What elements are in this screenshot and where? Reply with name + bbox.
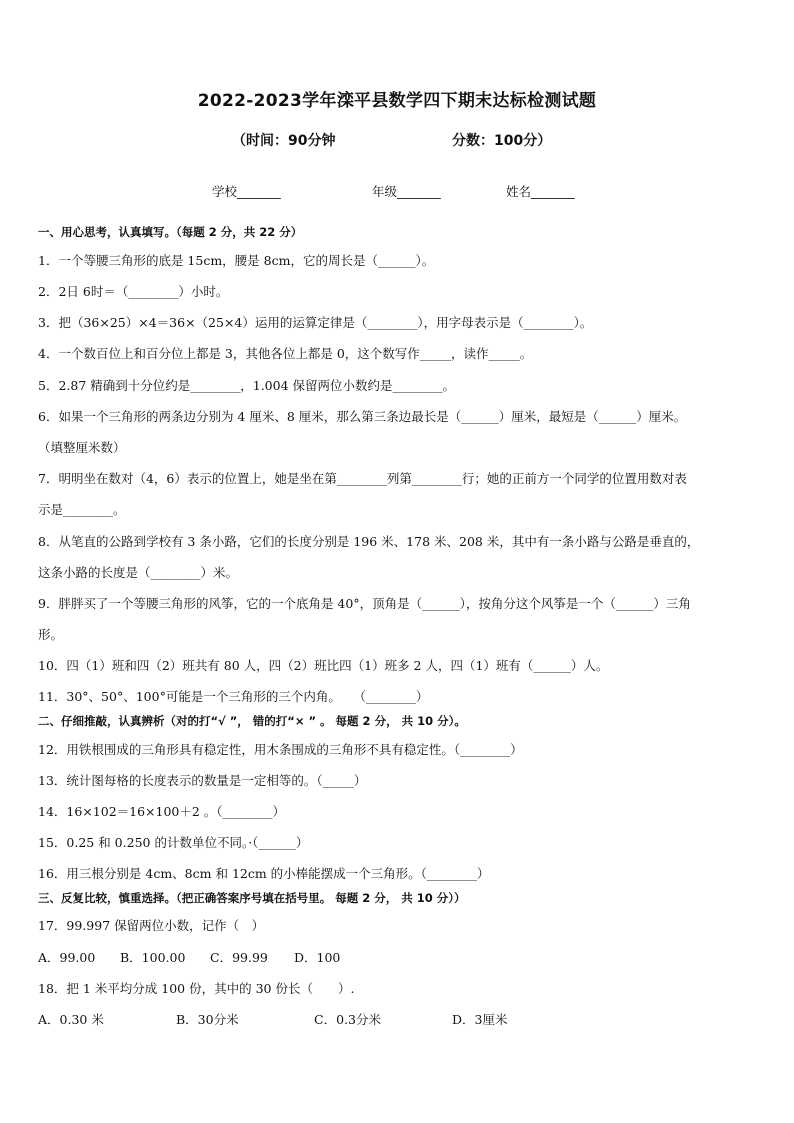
question-14: 14．16×102＝16×100＋2 。（________） — [38, 804, 286, 819]
q17-option-a: A．99.00 — [38, 950, 96, 965]
question-16: 16．用三根分别是 4cm、8cm 和 12cm 的小棒能摆成一个三角形。（________） — [38, 866, 490, 881]
question-17: 17．99.997 保留两位小数，记作（ ） — [38, 918, 265, 933]
question-5: 5．2.87 精确到十分位约是________，1.004 保留两位小数约是________。 — [38, 378, 456, 393]
exam-time: （时间：90分钟 — [232, 133, 336, 149]
section-2-heading: 二、仔细推敲，认真辨析（对的打“√ ”， 错的打“× ” 。 每题 2 分， 共 10 分）。 — [38, 714, 466, 728]
question-8-cont: 这条小路的长度是（________）米。 — [38, 565, 239, 580]
question-10: 10．四（1）班和四（2）班共有 80 人，四（2）班比四（1）班多 2 人，四（1）班有（______）人。 — [38, 658, 609, 673]
question-4: 4．一个数百位上和百分位上都是 3，其他各位上都是 0，这个数写作_____，读作_____。 — [38, 346, 533, 361]
q18-option-c: C．0.3分米 — [314, 1012, 381, 1027]
q17-option-d: D．100 — [294, 950, 341, 965]
question-9: 9．胖胖买了一个等腰三角形的风筝，它的一个底角是 40°，顶角是（______），按角分这个风筝是一个（______）三角 — [38, 596, 691, 611]
question-3: 3．把（36×25）×4＝36×（25×4）运用的运算定律是（________），用字母表示是（________）。 — [38, 315, 593, 330]
question-9-cont: 形。 — [38, 627, 64, 642]
school-field: 学校_______ — [212, 184, 281, 199]
question-8: 8．从笔直的公路到学校有 3 条小路，它们的长度分别是 196 米、178 米、208 米，其中有一条小路与公路是垂直的， — [38, 534, 700, 549]
grade-field: 年级_______ — [372, 184, 441, 199]
question-2: 2．2日 6时＝（________）小时。 — [38, 284, 229, 299]
q18-option-d: D．3厘米 — [452, 1012, 508, 1027]
exam-score: 分数：100分） — [452, 133, 552, 149]
question-6: 6．如果一个三角形的两条边分别为 4 厘米、8 厘米，那么第三条边最长是（______）厘米，最短是（______）厘米。 — [38, 409, 687, 424]
q18-option-b: B．30分米 — [176, 1012, 239, 1027]
question-18: 18．把 1 米平均分成 100 份，其中的 30 份长（ ）. — [38, 981, 355, 996]
question-11: 11．30°、50°、100°可能是一个三角形的三个内角。 （________） — [38, 689, 429, 704]
page-title: 2022-2023学年滦平县数学四下期末达标检测试题 — [197, 91, 597, 111]
question-12: 12．用铁根围成的三角形具有稳定性，用木条围成的三角形不具有稳定性。（________） — [38, 742, 523, 757]
q17-option-b: B．100.00 — [120, 950, 186, 965]
q18-option-a: A．0.30 米 — [38, 1012, 104, 1027]
question-7: 7．明明坐在数对（4，6）表示的位置上，她是坐在第________列第________行；她的正前方一个同学的位置用数对表 — [38, 471, 687, 486]
question-15: 15．0.25 和 0.250 的计数单位不同。·（______） — [38, 835, 309, 850]
name-field: 姓名_______ — [506, 184, 575, 199]
question-1: 1．一个等腰三角形的底是 15cm，腰是 8cm，它的周长是（______）。 — [38, 253, 435, 268]
question-13: 13．统计图每格的长度表示的数量是一定相等的。（_____） — [38, 773, 367, 788]
section-1-heading: 一、用心思考，认真填写。（每题 2 分，共 22 分） — [38, 225, 303, 239]
section-3-heading: 三、反复比较，慎重选择。（把正确答案序号填在括号里。 每题 2 分， 共 10 分）） — [38, 891, 466, 905]
question-7-cont: 示是________。 — [38, 502, 126, 517]
q17-option-c: C．99.99 — [210, 950, 268, 965]
question-6-cont: （填整厘米数） — [38, 440, 126, 455]
